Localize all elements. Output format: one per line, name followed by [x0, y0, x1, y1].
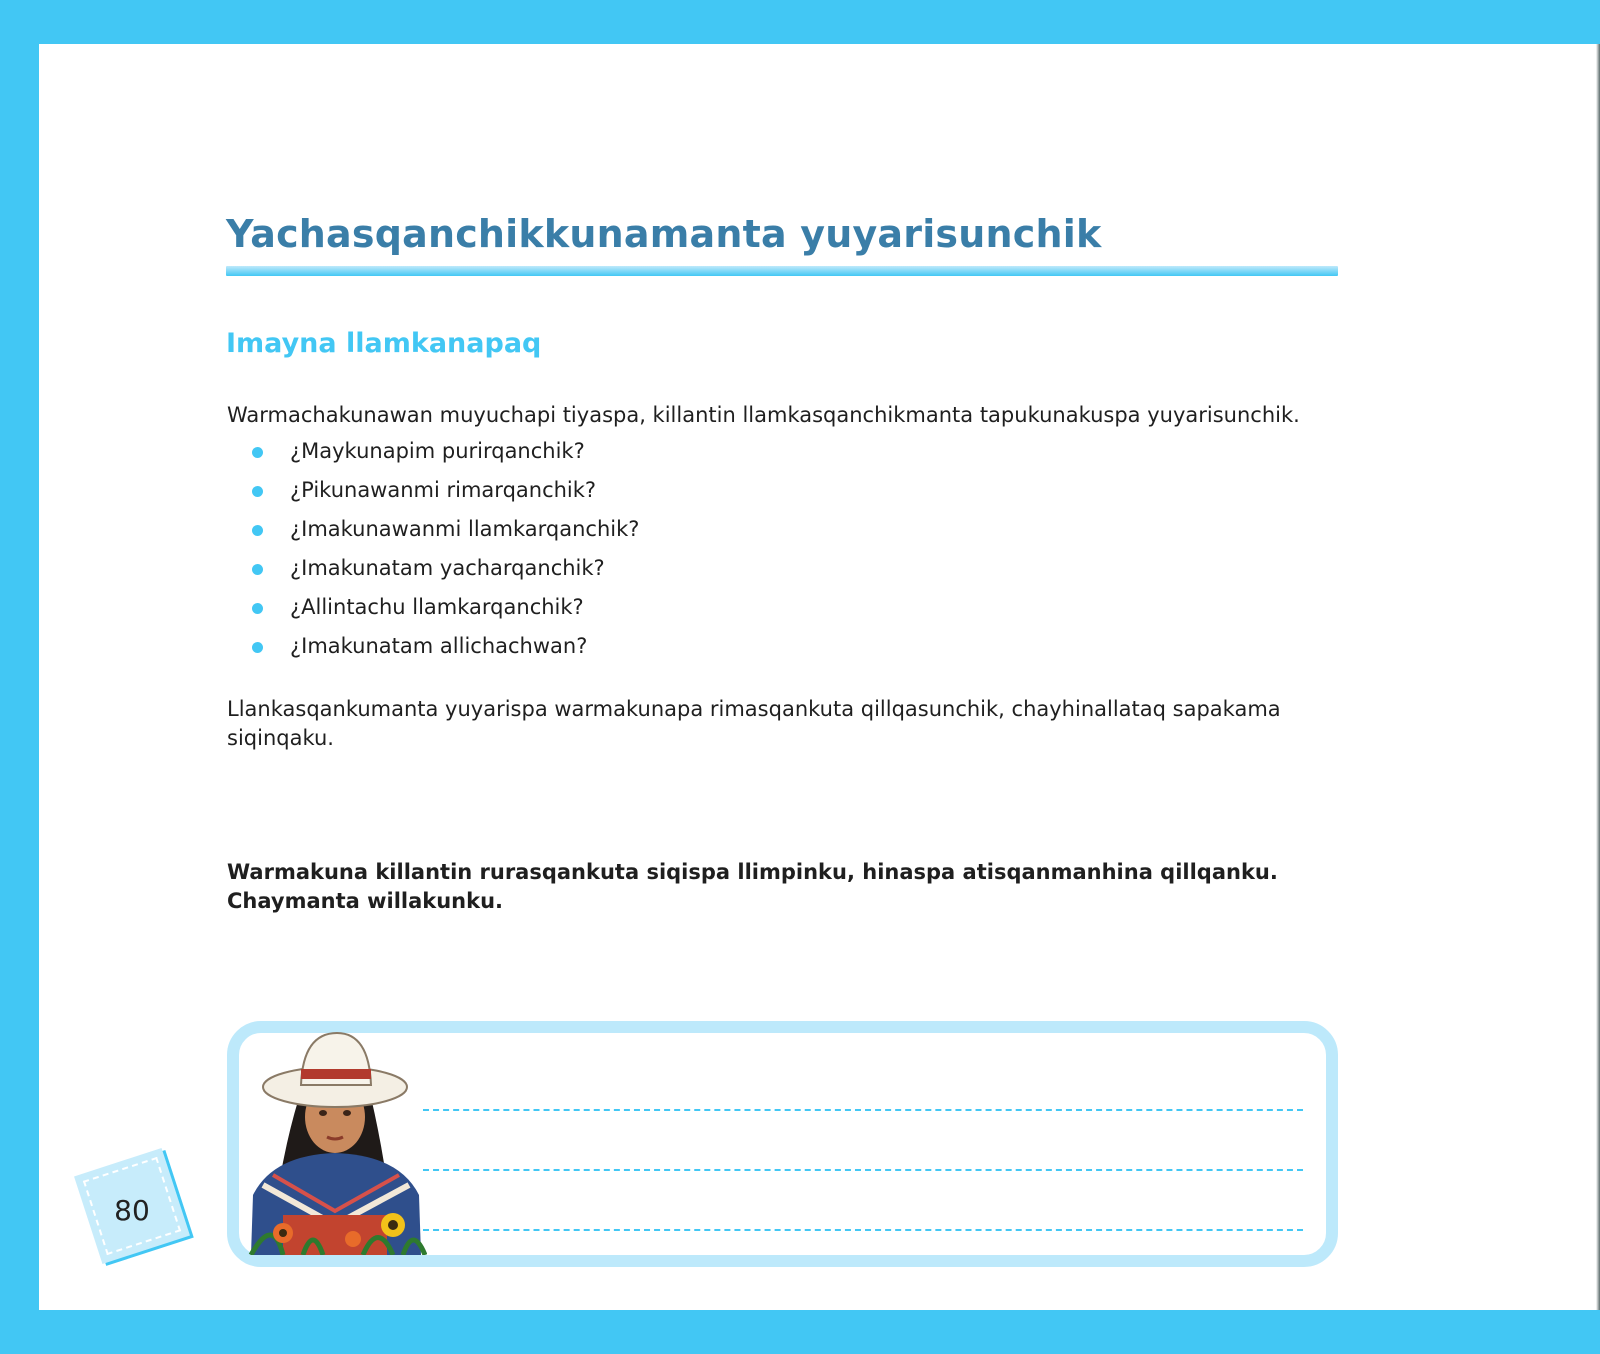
question-text: ¿Imakunatam allichachwan? — [290, 634, 588, 658]
bullet-icon — [252, 564, 263, 575]
answer-line-2[interactable] — [423, 1169, 1303, 1171]
bullet-icon — [252, 525, 263, 536]
writing-paragraph: Llankasqankumanta yuyarispa warmakunapa rimasqankuta qillqasunchik, chayhinallataq sapakama siqinqaku. — [227, 697, 1281, 750]
list-item — [252, 627, 639, 666]
page-number: 80 — [114, 1194, 150, 1227]
answer-line-1[interactable] — [423, 1109, 1303, 1111]
list-item — [252, 471, 639, 510]
question-list — [252, 432, 639, 666]
question-text: ¿Imakunawanmi llamkarqanchik? — [290, 517, 640, 541]
girl-with-hat-illustration — [243, 1025, 427, 1255]
list-item — [252, 432, 639, 471]
list-item — [252, 510, 639, 549]
title-underline — [226, 266, 1338, 276]
page-title: Yachasqanchikkunamanta yuyarisunchik — [226, 212, 1102, 256]
question-text: ¿Maykunapim purirqanchik? — [290, 439, 585, 463]
question-text: ¿Imakunatam yacharqanchik? — [290, 556, 605, 580]
workbook-page — [39, 44, 1600, 1310]
page-edge — [1596, 44, 1600, 1310]
list-item — [252, 588, 639, 627]
bullet-icon — [252, 642, 263, 653]
list-item — [252, 549, 639, 588]
answer-line-3[interactable] — [423, 1229, 1303, 1231]
bullet-icon — [252, 603, 263, 614]
bullet-icon — [252, 486, 263, 497]
instruction-text: Warmakuna killantin rurasqankuta siqispa llimpinku, hinaspa atisqanmanhina qillqanku. Chaymanta willakunku. — [227, 860, 1278, 913]
question-text: ¿Pikunawanmi rimarqanchik? — [290, 478, 597, 502]
intro-paragraph: Warmachakunawan muyuchapi tiyaspa, killantin llamkasqanchikmanta tapukunakuspa yuyarisunchik. — [227, 403, 1300, 427]
bullet-icon — [252, 447, 263, 458]
question-text: ¿Allintachu llamkarqanchik? — [290, 595, 584, 619]
answer-box[interactable] — [227, 1021, 1338, 1267]
section-subtitle: Imayna llamkanapaq — [226, 328, 542, 359]
